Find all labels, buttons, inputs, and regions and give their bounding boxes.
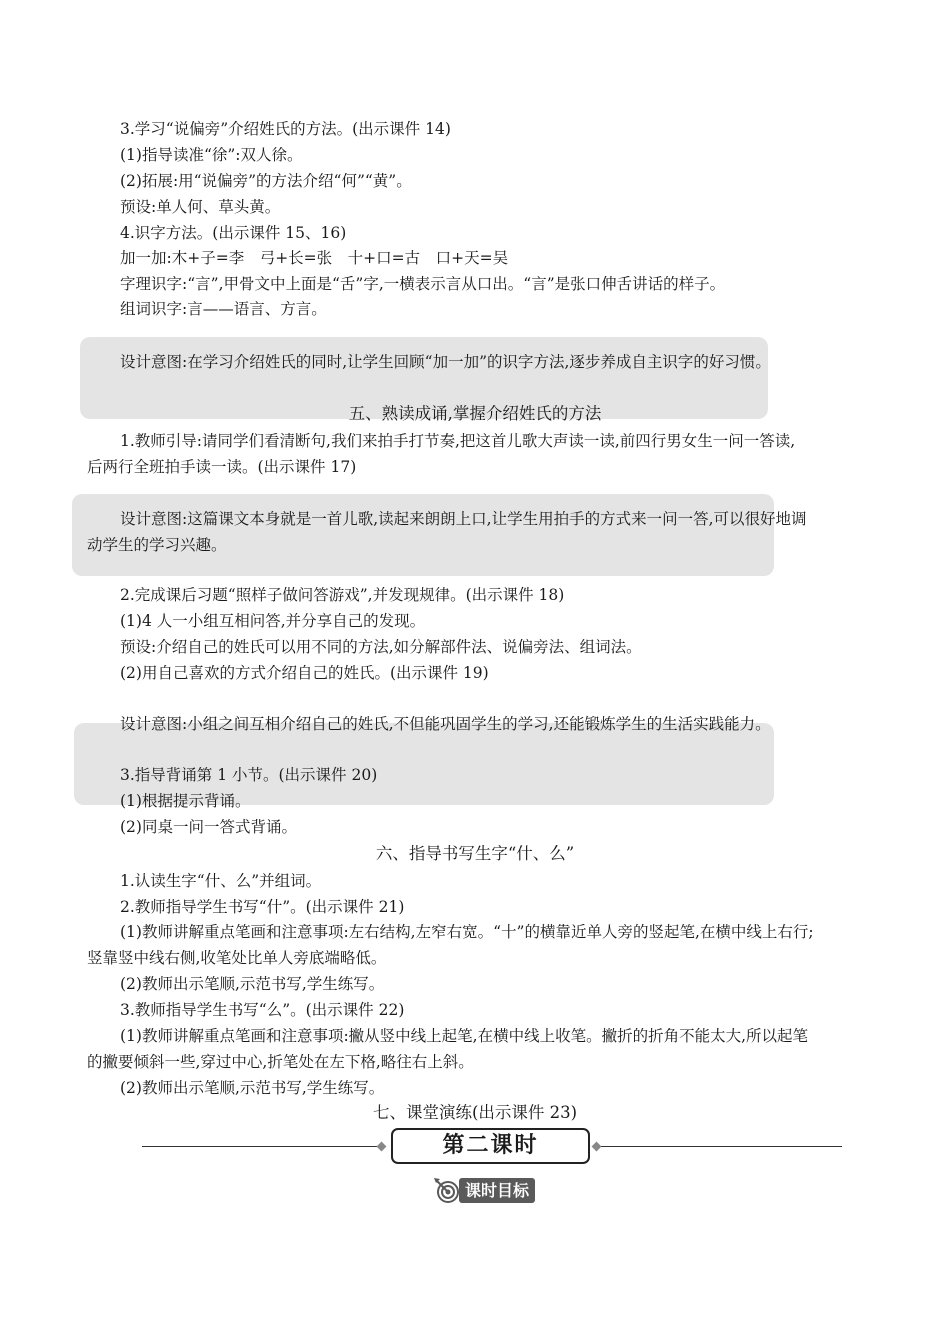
divider-diamond-right [592,1142,602,1152]
text-line: (1)4 人一小组互相问答,并分享自己的发现。 [120,612,426,630]
design-intent-text: 设计意图:在学习介绍姓氏的同时,让学生回顾“加一加”的识字方法,逐步养成自主识字的好习惯。 [120,353,771,371]
text-line: (2)用自己喜欢的方式介绍自己的姓氏。(出示课件 19) [120,664,489,682]
text-line: (1)根据提示背诵。 [120,792,251,810]
text-line: 3.学习“说偏旁”介绍姓氏的方法。(出示课件 14) [120,120,451,138]
text-line: 竖靠竖中线右侧,收笔处比单人旁底端略低。 [87,949,387,967]
design-intent-text: 设计意图:小组之间互相介绍自己的姓氏,不但能巩固学生的学习,还能锻炼学生的生活实践能力。 [120,715,771,733]
text-line: 2.完成课后习题“照样子做问答游戏”,并发现规律。(出示课件 18) [120,586,565,604]
text-line: 3.指导背诵第 1 小节。(出示课件 20) [120,766,378,784]
text-line: 加一加:木+子=李 弓+长=张 十+口=古 口+天=吴 [120,249,509,267]
text-line: (1)教师讲解重点笔画和注意事项:左右结构,左窄右宽。“十”的横靠近单人旁的竖起笔,在横中线上右行; [120,923,814,941]
text-line: 预设:介绍自己的姓氏可以用不同的方法,如分解部件法、说偏旁法、组词法。 [120,638,642,656]
text-line: 1.认读生字“什、么”并组词。 [120,872,322,890]
target-icon [433,1176,461,1204]
divider-left [142,1146,382,1147]
text-line: (2)拓展:用“说偏旁”的方法介绍“何”“黄”。 [120,172,412,190]
text-line: 2.教师指导学生书写“什”。(出示课件 21) [120,898,405,916]
design-intent-text: 动学生的学习兴趣。 [87,536,227,554]
text-line: 4.识字方法。(出示课件 15、16) [120,224,347,242]
text-line: (2)同桌一问一答式背诵。 [120,818,297,836]
design-intent-text: 设计意图:这篇课文本身就是一首儿歌,读起来朗朗上口,让学生用拍手的方式来一问一答,可以很好地调 [120,510,807,528]
text-line: 的撇要倾斜一些,穿过中心,折笔处在左下格,略往右上斜。 [87,1053,474,1071]
divider-diamond-left [377,1142,387,1152]
text-line: 1.教师引导:请同学们看清断句,我们来拍手打节奏,把这首儿歌大声读一读,前四行男女生一问一答读, [120,432,796,450]
section-heading-6: 六、指导书写生字“什、么” [375,844,575,863]
text-line: 后两行全班拍手读一读。(出示课件 17) [87,458,357,476]
text-line: (1)教师讲解重点笔画和注意事项:撇从竖中线上起笔,在横中线上收笔。撇折的折角不能太大,所以起笔 [120,1027,809,1045]
lesson-goal-badge: 课时目标 [459,1178,535,1203]
text-line: (2)教师出示笔顺,示范书写,学生练写。 [120,975,385,993]
text-line: 组词识字:言——语言、方言。 [120,300,327,318]
divider-right [598,1146,842,1147]
lesson-title: 第二课时 [391,1128,590,1164]
section-heading-7: 七、课堂演练(出示课件 23) [372,1103,578,1122]
text-line: 预设:单人何、草头黄。 [120,198,281,216]
text-line: (2)教师出示笔顺,示范书写,学生练写。 [120,1079,385,1097]
text-line: (1)指导读准“徐”:双人徐。 [120,146,303,164]
text-line: 字理识字:“言”,甲骨文中上面是“舌”字,一横表示言从口出。“言”是张口伸舌讲话的样子。 [120,275,726,293]
text-line: 3.教师指导学生书写“么”。(出示课件 22) [120,1001,405,1019]
section-heading-5: 五、熟读成诵,掌握介绍姓氏的方法 [348,404,602,423]
